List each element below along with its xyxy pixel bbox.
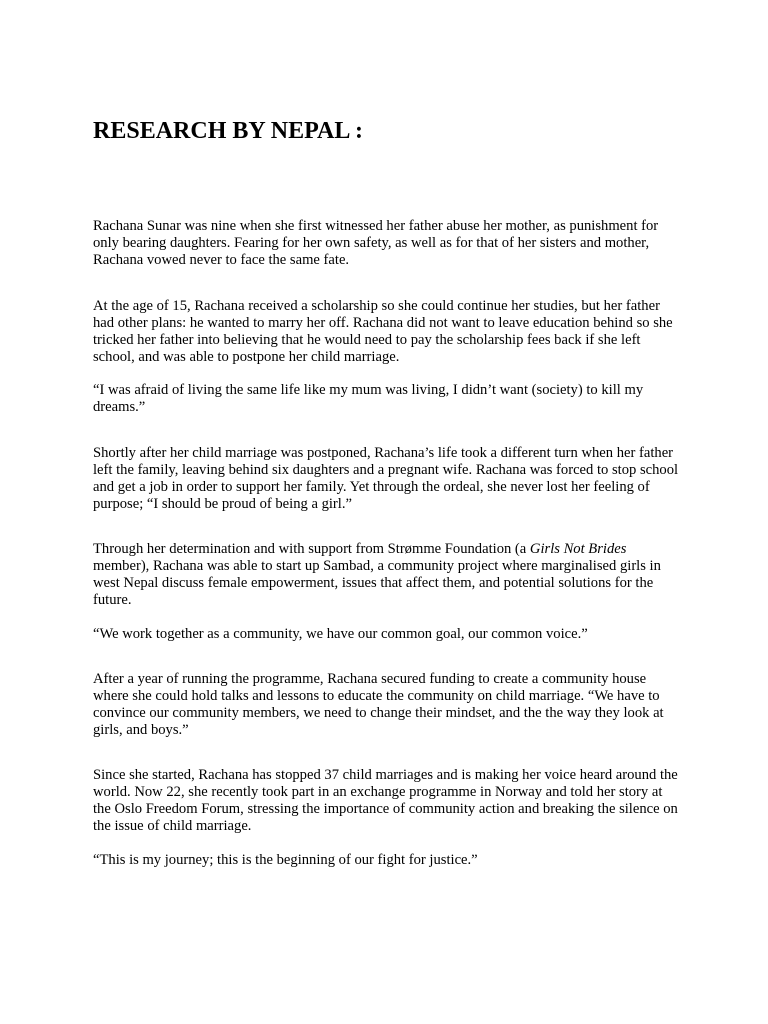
quote-community: “We work together as a community, we have our common goal, our common voice.” bbox=[93, 626, 588, 642]
paragraph-childhood: Rachana Sunar was nine when she first witnessed her father abuse her mother, as punishment for only bearing daughters. Fearing for her own safety, as well as for that of her sisters and mother, Rachana vowed never to face the same fate. bbox=[93, 218, 659, 268]
paragraph-sambad-text-start: Through her determination and with support from Strømme Foundation (a bbox=[93, 541, 530, 557]
document-title: RESEARCH BY NEPAL : bbox=[93, 118, 364, 144]
paragraph-sambad bbox=[93, 541, 683, 609]
paragraph-scholarship: At the age of 15, Rachana received a scholarship so she could continue her studies, but her father had other plans: he wanted to marry her off. Rachana did not want to leave education behind so she tricked her father into believing that he would need to pay the scholarship fees back if she left school, and was able to postpone her child marriage. bbox=[93, 298, 673, 365]
paragraph-sambad-text-end: member), Rachana was able to start up Sambad, a community project where marginalised girls in west Nepal discuss female empowerment, issues that affect them, and potential solutions for the future. bbox=[93, 557, 661, 608]
paragraph-community-house: After a year of running the programme, Rachana secured funding to create a community house where she could hold talks and lessons to educate the community on child marriage. “We have to convince our community members, we need to change their mindset, and the the way they look at girls, and boys.” bbox=[93, 671, 664, 738]
quote-justice: “This is my journey; this is the beginning of our fight for justice.” bbox=[93, 852, 478, 868]
quote-dreams: “I was afraid of living the same life like my mum was living, I didn’t want (society) to kill my dreams.” bbox=[93, 382, 644, 415]
paragraph-achievements: Since she started, Rachana has stopped 37 child marriages and is making her voice heard around the world. Now 22, she recently took part in an exchange programme in Norway and told her story at the Oslo Freedom Forum, stressing the importance of community action and breaking the silence on the issue of child marriage. bbox=[93, 767, 678, 834]
paragraph-family-change: Shortly after her child marriage was postponed, Rachana’s life took a different turn when her father left the family, leaving behind six daughters and a pregnant wife. Rachana was forced to stop school and get a job in order to support her family. Yet through the ordeal, she never lost her feeling of purpose; “I should be proud of being a girl.” bbox=[93, 445, 679, 512]
girls-not-brides-name: Girls Not Brides bbox=[529, 541, 627, 557]
